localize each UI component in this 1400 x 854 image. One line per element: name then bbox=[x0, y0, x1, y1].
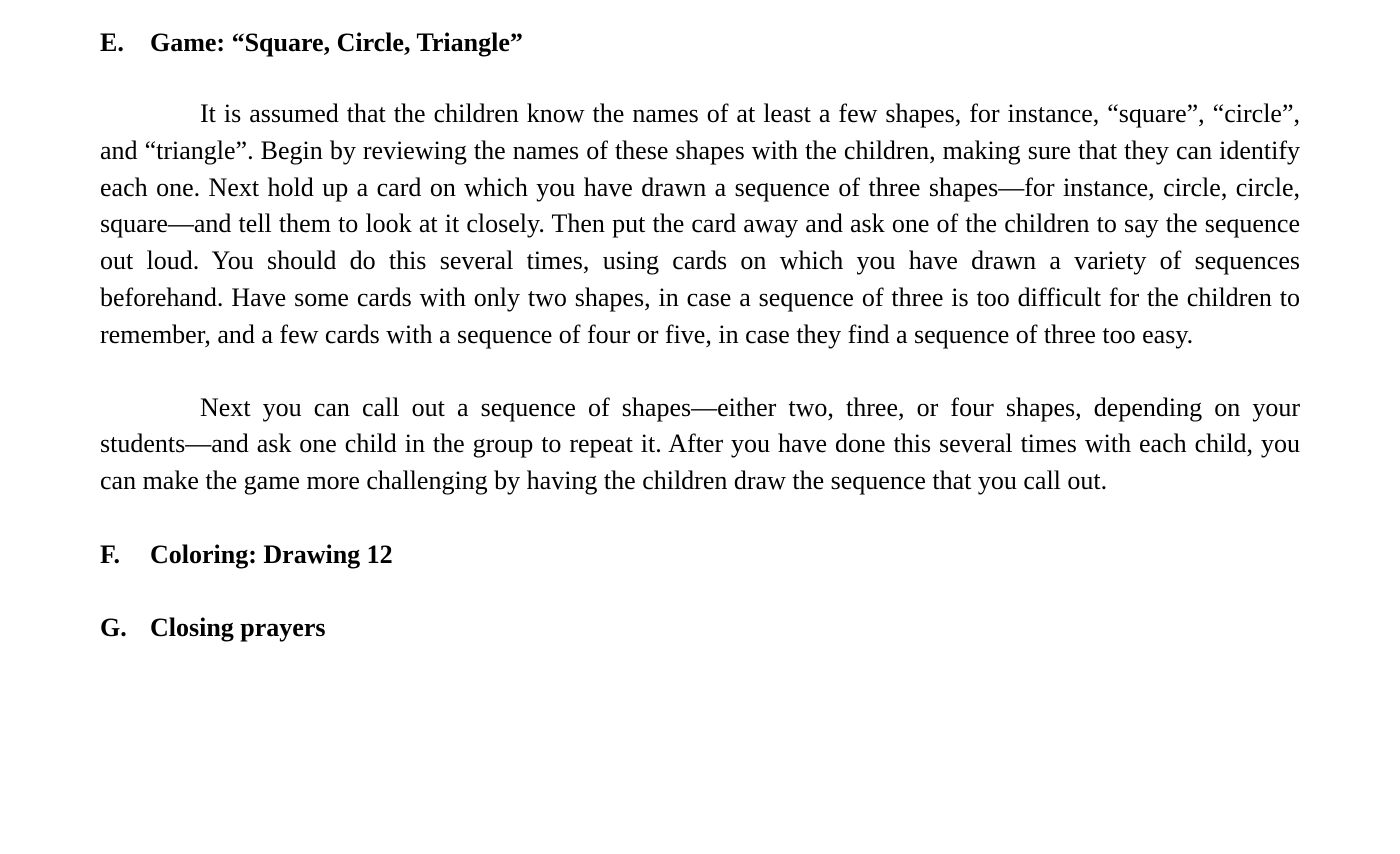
section-letter-g: G. bbox=[100, 612, 127, 642]
section-title-e-rest: : “Square, Circle, Triangle” bbox=[216, 28, 523, 57]
paragraph-call-out-sequence: Next you can call out a sequence of shapes—either two, three, or four shapes, depending on your students—and ask one child in the group to repeat it. After you have done this several times with each child, you can make the game more challenging by having the children draw the sequence that you call out. bbox=[100, 392, 1300, 496]
section-letter-e: E. bbox=[100, 28, 124, 57]
section-title-e-prefix: Game bbox=[150, 28, 217, 57]
section-title-f: Coloring: Drawing 12 bbox=[150, 539, 393, 569]
section-heading-g bbox=[100, 609, 1300, 646]
section-heading-f bbox=[100, 536, 1300, 573]
section-letter-f: F. bbox=[100, 539, 120, 569]
section-title-e bbox=[150, 24, 523, 61]
paragraph-shapes-intro: It is assumed that the children know the names of at least a few shapes, for instance, “square”, “circle”, and “triangle”. Begin by reviewing the names of these shapes with the children, making sure that they can identify each one. Next hold up a card on which you have drawn a sequence of three shapes—for instance, circle, circle, square—and tell them to look at it closely. Then put the card away and ask one of the children to say the sequence out loud. You should do this several times, using cards on which you have drawn a variety of sequences beforehand. Have some cards with only two shapes, in case a sequence of three is too difficult for the children to remember, and a few cards with a sequence of four or five, in case they find a sequence of three too easy. bbox=[100, 99, 1300, 349]
section-heading-e bbox=[100, 24, 1300, 61]
section-title-g: Closing prayers bbox=[150, 612, 326, 642]
document-page bbox=[100, 24, 1300, 646]
